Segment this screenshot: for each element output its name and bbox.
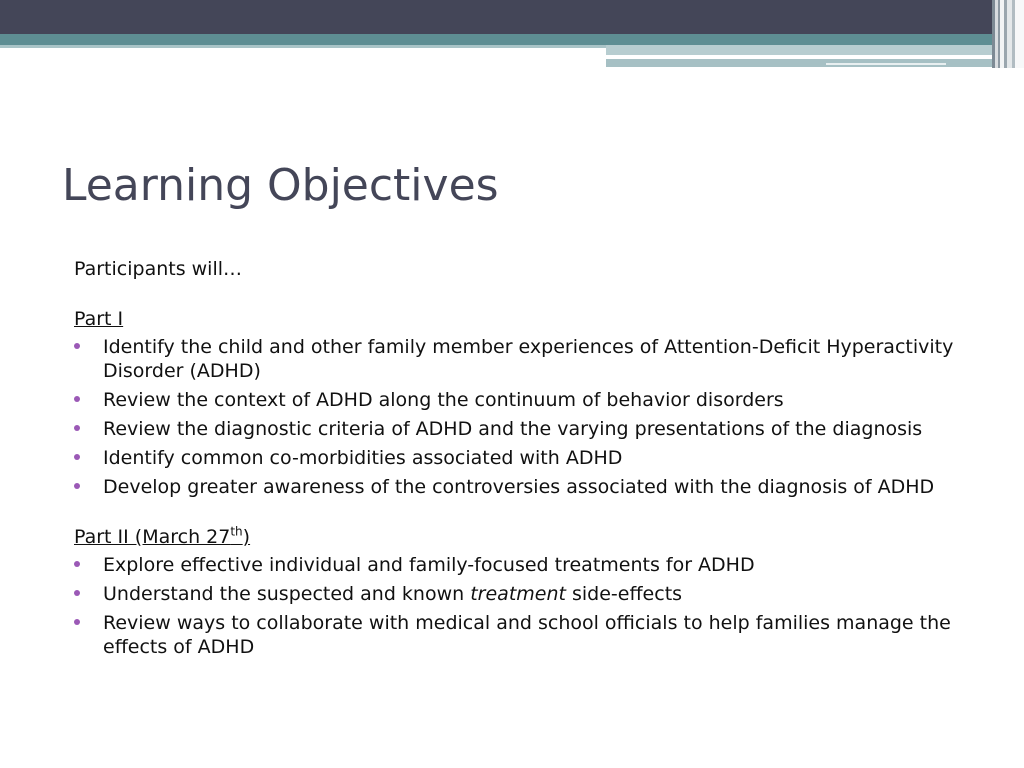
header-light-line	[0, 45, 606, 48]
slide-body	[74, 257, 954, 664]
header-vertical-stripes	[992, 0, 1024, 68]
part2-heading: Part II (March 27th)	[74, 524, 251, 548]
header-accent-line	[606, 55, 948, 58]
list-item: Explore effective individual and family-focused treatments for ADHD	[74, 553, 954, 577]
list-item: Identify the child and other family member experiences of Attention-Deficit Hyperactivity Disorder (ADHD)	[74, 335, 954, 383]
list-item: Understand the suspected and known treatment side-effects	[74, 582, 954, 606]
bullet-icon	[74, 425, 80, 431]
header-teal-bar	[0, 34, 1024, 45]
bullet-icon	[74, 396, 80, 402]
bullet-icon	[74, 454, 80, 460]
intro-text: Participants will…	[74, 258, 243, 280]
list-item: Identify common co-morbidities associated with ADHD	[74, 446, 954, 470]
list-item: Develop greater awareness of the controversies associated with the diagnosis of ADHD	[74, 475, 954, 499]
bullet-icon	[74, 619, 80, 625]
header-accent-band-lower	[606, 59, 1024, 67]
bullet-icon	[74, 561, 80, 567]
part1-heading: Part I	[74, 308, 124, 330]
list-item: Review the diagnostic criteria of ADHD and the varying presentations of the diagnosis	[74, 417, 954, 441]
header-accent-band	[606, 45, 1024, 55]
bullet-icon	[74, 343, 80, 349]
part2-list	[74, 553, 954, 659]
list-item: Review the context of ADHD along the continuum of behavior disorders	[74, 388, 954, 412]
header-dark-bar	[0, 0, 1024, 34]
slide-title: Learning Objectives	[62, 160, 499, 211]
part1-list	[74, 335, 954, 499]
list-item: Review ways to collaborate with medical and school officials to help families manage the effects of ADHD	[74, 611, 954, 659]
header-accent-line-lower	[826, 63, 946, 65]
bullet-icon	[74, 483, 80, 489]
bullet-icon	[74, 590, 80, 596]
